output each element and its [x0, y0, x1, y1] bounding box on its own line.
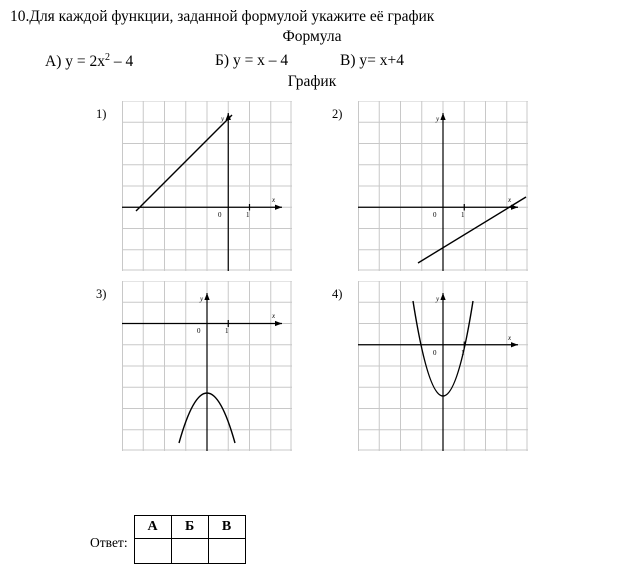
graph-1-origin-label: 0	[218, 211, 222, 220]
graph-2-label: 2)	[332, 107, 343, 122]
graph-2-x-label: x	[508, 196, 512, 205]
graph-cell-4	[332, 281, 528, 451]
formula-b-label: Б)	[215, 52, 230, 69]
graph-cell-1	[96, 101, 292, 271]
graph-2-one-label: 1	[461, 211, 465, 220]
graph-1-y-label: y	[221, 115, 225, 124]
graph-4-x-label: x	[508, 334, 512, 343]
graphs-area	[0, 101, 624, 451]
answer-header-a: А	[134, 516, 171, 539]
formula-a-tail: – 4	[109, 53, 134, 71]
graph-3-y-label: y	[200, 295, 204, 304]
formula-b-text: y = x – 4	[232, 52, 289, 69]
grid-lines	[122, 101, 292, 271]
graph-heading: График	[287, 73, 337, 91]
graph-3-x-label: x	[272, 312, 276, 321]
graph-3-label: 3)	[96, 287, 107, 302]
answer-header-b: Б	[171, 516, 208, 539]
axes	[122, 293, 282, 451]
axes	[358, 113, 518, 271]
graph-4-one-label: 1	[461, 349, 465, 358]
graph-2-origin-label: 0	[433, 211, 437, 220]
graph-4-y-label: y	[436, 295, 440, 304]
answer-word: Ответ:	[90, 535, 128, 550]
graph-2-plot	[358, 101, 528, 271]
formula-c-text: y= x+4	[359, 52, 404, 69]
formula-a-label: А)	[45, 53, 62, 71]
formula-heading: Формула	[282, 28, 342, 45]
graph-row-bottom	[0, 281, 624, 451]
question-prompt: 10.Для каждой функции, заданной формулой укажите её график	[10, 8, 435, 25]
formula-a-text: y = 2x	[65, 53, 105, 71]
formula-c-label: В)	[340, 52, 356, 69]
answer-value-row	[134, 539, 245, 564]
graph-1-plot	[122, 101, 292, 271]
graph-3-origin-label: 0	[197, 327, 201, 336]
answer-header-c: В	[208, 516, 245, 539]
graph-3-plot	[122, 281, 292, 451]
answer-header-row	[134, 516, 245, 539]
formula-a-sup: 2	[104, 52, 110, 63]
graph-cell-2	[332, 101, 528, 271]
answer-area	[90, 515, 246, 564]
formula-item-c	[340, 52, 460, 71]
graph-4-plot	[358, 281, 528, 451]
graph-1-x-label: x	[272, 196, 276, 205]
graph-1-label: 1)	[96, 107, 107, 122]
graph-4-origin-label: 0	[433, 349, 437, 358]
axes	[122, 113, 282, 271]
graph-row-top	[0, 101, 624, 271]
graph-2-y-label: y	[436, 115, 440, 124]
graph-cell-3	[96, 281, 292, 451]
graph-1-curve	[136, 115, 232, 211]
formula-item-b	[215, 52, 340, 71]
answer-cell-c[interactable]	[208, 539, 245, 564]
answer-table	[134, 515, 246, 564]
graph-3-one-label: 1	[225, 327, 229, 336]
formula-row	[0, 52, 624, 71]
graph-4-label: 4)	[332, 287, 343, 302]
formula-item-a	[45, 52, 215, 71]
axes	[358, 293, 518, 451]
graph-1-one-label: 1	[246, 211, 250, 220]
answer-cell-a[interactable]	[134, 539, 171, 564]
answer-cell-b[interactable]	[171, 539, 208, 564]
